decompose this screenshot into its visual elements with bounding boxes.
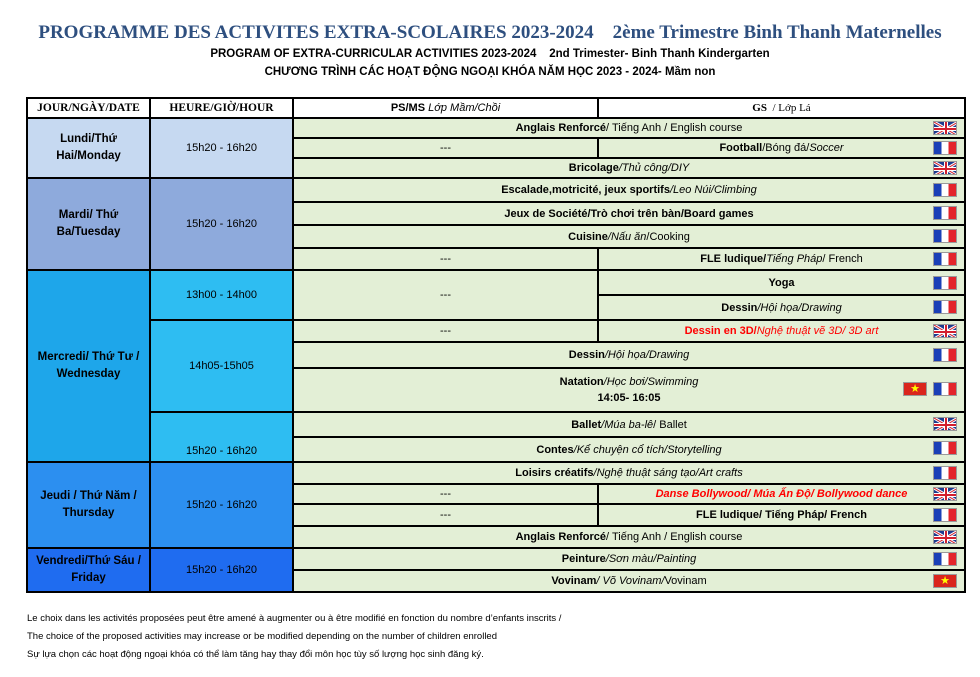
france-flag-icon	[933, 441, 957, 455]
footer-note-en: The choice of the proposed activities may increase or be modified depending on the number of children enrolled	[27, 631, 498, 642]
activity-peinture	[293, 548, 965, 570]
activity-label-italic: /Kể chuyện cổ tích/Storytelling	[573, 443, 722, 456]
activity-label-italic: /Nấu ăn	[607, 230, 647, 243]
activity-jeux	[293, 202, 965, 225]
day-tuesday: Mardi/ Thứ Ba/Tuesday	[27, 178, 150, 270]
activity-label-italic: /Hội họa/Drawing	[604, 349, 690, 361]
day-friday: Vendredi/Thứ Sáu / Friday	[27, 548, 150, 592]
activity-ballet	[293, 412, 965, 437]
psms-empty-tuesday: ---	[293, 248, 598, 270]
activity-label-bold: Bricolage	[568, 162, 619, 174]
activity-label-bold: Dessin en 3D/	[684, 325, 757, 337]
time-thursday: 15h20 - 16h20	[150, 462, 293, 548]
activity-contes	[293, 437, 965, 462]
activity-natation	[293, 368, 965, 412]
header-gs-bold: GS	[752, 102, 767, 114]
uk-flag-icon	[933, 417, 957, 431]
activity-label-bold: Cuisine	[568, 230, 608, 243]
activity-label-bold: Anglais Renforcé	[515, 531, 607, 543]
activity-label-bold: Dessin	[568, 349, 605, 361]
psms-empty-monday: ---	[293, 138, 598, 158]
activity-label-italic: /Học bơi/Swimming	[603, 376, 699, 388]
activity-escalade	[293, 178, 965, 202]
france-flag-icon	[933, 206, 957, 220]
activity-label-bold: Vovinam	[551, 575, 597, 587]
france-flag-icon	[933, 141, 957, 155]
header-gs-rest: / Lớp Lá	[772, 102, 811, 114]
header-psms	[293, 98, 598, 118]
france-flag-icon	[933, 552, 957, 566]
activity-label-rest: Vovinam	[664, 575, 707, 587]
title-french: PROGRAMME DES ACTIVITES EXTRA-SCOLAIRES 2023-2024 2ème Trimestre Binh Thanh Maternelles	[38, 22, 942, 43]
footer-note-vi: Sự lựa chọn các hoạt động ngoại khóa có thể làm tăng hay thay đổi môn học tùy số lượng học sinh đăng ký.	[27, 649, 484, 660]
france-flag-icon	[933, 252, 957, 266]
activity-anglais-thursday	[293, 526, 965, 548]
time-wednesday-1: 13h00 - 14h00	[150, 270, 293, 320]
header-hour: HEURE/GIỜ/HOUR	[150, 98, 293, 118]
activity-label-bold: Football	[719, 142, 763, 154]
activity-label-bold: FLE ludique/ Tiếng Pháp/ French	[696, 509, 867, 521]
activity-vovinam	[293, 570, 965, 592]
activity-label-italic: Tiếng Pháp	[766, 253, 823, 265]
psms-empty-wed-1: ---	[293, 270, 598, 320]
day-wednesday: Mercredi/ Thứ Tư / Wednesday	[27, 270, 150, 462]
title-english: PROGRAM OF EXTRA-CURRICULAR ACTIVITIES 2023-2024 2nd Trimester- Binh Thanh Kindergarten	[210, 48, 770, 60]
activity-label-italic: Soccer	[809, 142, 844, 154]
france-flag-icon	[933, 348, 957, 362]
activity-label-bold: Yoga	[768, 276, 795, 289]
activity-label-bold: Jeux de Société/Trò chơi trên bàn/Board games	[504, 207, 754, 220]
activity-label-italic: /Múa ba-lê	[601, 418, 654, 431]
france-flag-icon	[933, 300, 957, 314]
activity-label-bold: Peinture	[561, 553, 606, 565]
psms-empty-wed-2: ---	[293, 320, 598, 342]
activity-bricolage	[293, 158, 965, 178]
activity-dessin-gs	[598, 295, 965, 320]
time-tuesday: 15h20 - 16h20	[150, 178, 293, 270]
france-flag-icon	[933, 466, 957, 480]
activity-label-italic: / Võ Vovinam/	[596, 575, 665, 587]
activity-football	[598, 138, 965, 158]
activity-label-italic: /Sơn màu/Painting	[605, 553, 697, 565]
day-monday: Lundi/Thứ Hai/Monday	[27, 118, 150, 178]
activity-label-italic: /Nghệ thuật sáng tạo/Art crafts	[593, 467, 743, 479]
natation-time: 14:05- 16:05	[597, 392, 661, 404]
activity-cuisine	[293, 225, 965, 248]
activity-fle-tuesday	[598, 248, 965, 270]
activity-loisirs	[293, 462, 965, 484]
activity-label-bold: Contes	[536, 443, 574, 456]
time-friday: 15h20 - 16h20	[150, 548, 293, 592]
day-thursday: Jeudi / Thứ Năm / Thursday	[27, 462, 150, 548]
vietnam-flag-icon: ★	[903, 382, 927, 396]
natation-label	[560, 374, 699, 390]
footer-note-fr: Le choix dans les activités proposées peut être amené à augmenter ou à être modifié en fonction du nombre d’enfants inscrits /	[27, 613, 562, 624]
france-flag-icon	[933, 382, 957, 396]
france-flag-icon	[933, 229, 957, 243]
activity-yoga	[598, 270, 965, 295]
header-psms-bold: PS/MS	[390, 102, 426, 114]
activity-label-italic: /Hội họa/Drawing	[757, 301, 842, 314]
france-flag-icon	[933, 276, 957, 290]
activity-label-italic: /Thủ công/DIY	[618, 162, 690, 174]
activity-label-bold: Loisirs créatifs	[515, 467, 594, 479]
uk-flag-icon	[933, 530, 957, 544]
activity-danse: Danse Bollywood/ Múa Ấn Độ/ Bollywood dance	[598, 484, 965, 504]
activity-dessin-all	[293, 342, 965, 368]
header-day: JOUR/NGÀY/DATE	[27, 98, 150, 118]
activity-fle-thursday	[598, 504, 965, 526]
activity-label-bold: Dessin	[721, 301, 758, 314]
time-monday: 15h20 - 16h20	[150, 118, 293, 178]
activity-label-bold: Escalade,motricité, jeux sportifs	[501, 184, 670, 196]
activity-label-bold: Natation	[559, 376, 604, 388]
activity-label-rest: / Tiếng Anh / English course	[606, 531, 743, 543]
activity-label-rest: / Tiếng Anh / English course	[606, 122, 743, 134]
psms-empty-thu-1: ---	[293, 484, 598, 504]
vietnam-flag-icon: ★	[933, 574, 957, 588]
activity-label-italic: Nghệ thuật vẽ 3D/ 3D art	[756, 325, 879, 337]
france-flag-icon	[933, 508, 957, 522]
activity-label-rest: /Bóng đá/	[762, 142, 810, 154]
activity-label-rest: / Ballet	[653, 418, 687, 431]
header-gs	[598, 98, 965, 118]
title-vietnamese: CHƯƠNG TRÌNH CÁC HOẠT ĐỘNG NGOẠI KHÓA NĂM HỌC 2023 - 2024- Mầm non	[264, 66, 716, 78]
psms-empty-thu-2: ---	[293, 504, 598, 526]
time-wednesday-3: 15h20 - 16h20	[150, 412, 293, 462]
uk-flag-icon	[933, 161, 957, 175]
activity-label-bold: FLE ludique/	[700, 253, 767, 265]
activity-anglais-monday	[293, 118, 965, 138]
time-wednesday-2: 14h05-15h05	[150, 320, 293, 412]
activity-label-italic: /Leo Núi/Climbing	[669, 184, 757, 196]
activity-label-rest: / French	[822, 253, 863, 265]
activity-dessin-3d	[598, 320, 965, 342]
header-psms-rest: Lớp Mầm/Chồi	[428, 102, 501, 114]
activity-label-rest: /Cooking	[646, 230, 690, 243]
activity-label-bold: Anglais Renforcé	[515, 122, 607, 134]
uk-flag-icon	[933, 121, 957, 135]
uk-flag-icon	[933, 487, 957, 501]
uk-flag-icon	[933, 324, 957, 338]
france-flag-icon	[933, 183, 957, 197]
activity-label-bold: Ballet	[571, 418, 602, 431]
